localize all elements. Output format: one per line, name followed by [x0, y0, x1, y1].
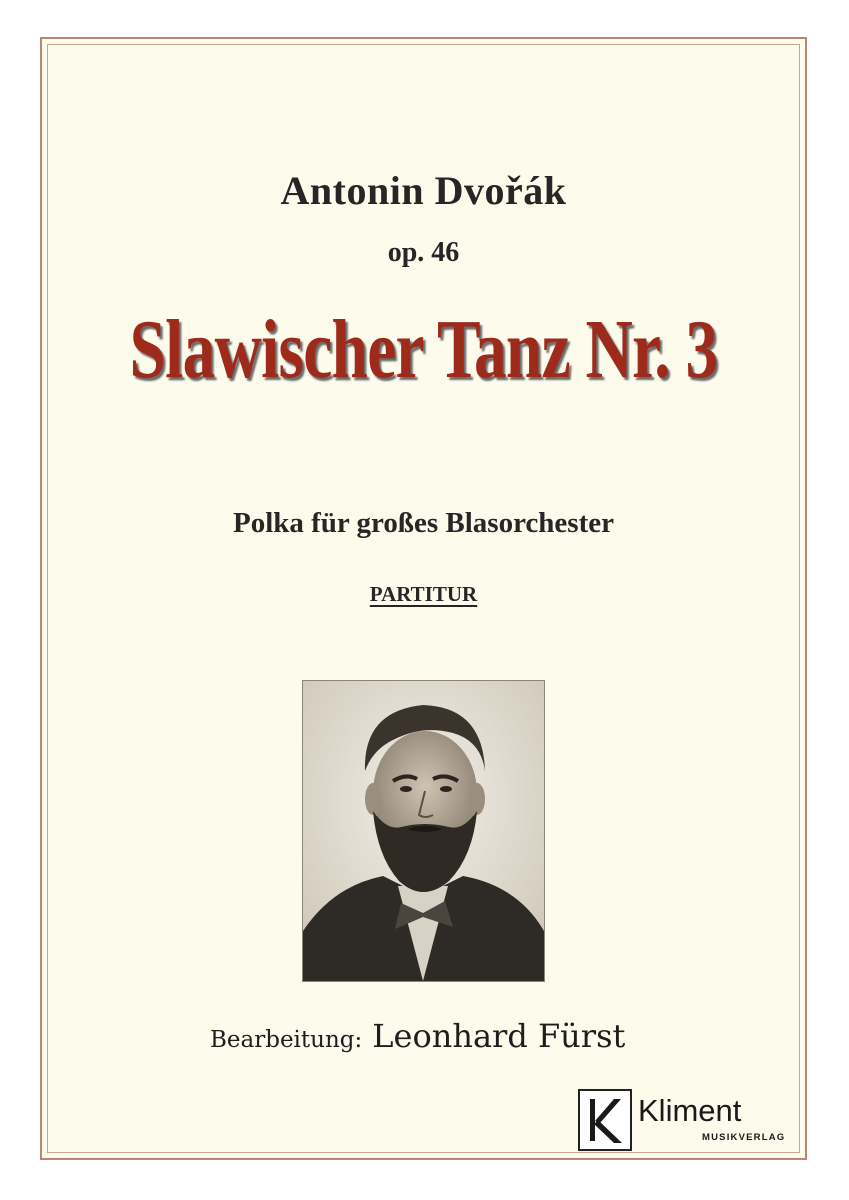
- portrait-illustration: [303, 681, 544, 981]
- publisher-tagline: MUSIKVERLAG: [702, 1132, 786, 1143]
- score-type-label: [42, 582, 805, 607]
- decorative-frame: [40, 37, 807, 1160]
- arranger-name: Leonhard Fürst: [372, 1017, 626, 1055]
- publisher-name: Kliment: [638, 1093, 742, 1128]
- arranger-credit: [210, 1017, 625, 1055]
- work-subtitle: Polka für großes Blasorchester: [232, 507, 614, 539]
- arrangement-label: Bearbeitung:: [210, 1027, 363, 1053]
- work-title: Slawischer Tanz Nr. 3: [129, 303, 718, 396]
- opus-number: op. 46: [387, 237, 460, 268]
- score-type-text: PARTITUR: [369, 582, 478, 606]
- publisher-logo: [578, 1089, 794, 1151]
- composer-name: Antonin Dvořák: [280, 168, 567, 213]
- kliment-k-logo-icon: [578, 1089, 632, 1151]
- composer-portrait-image: [302, 680, 545, 982]
- k-glyph-icon: [580, 1091, 630, 1149]
